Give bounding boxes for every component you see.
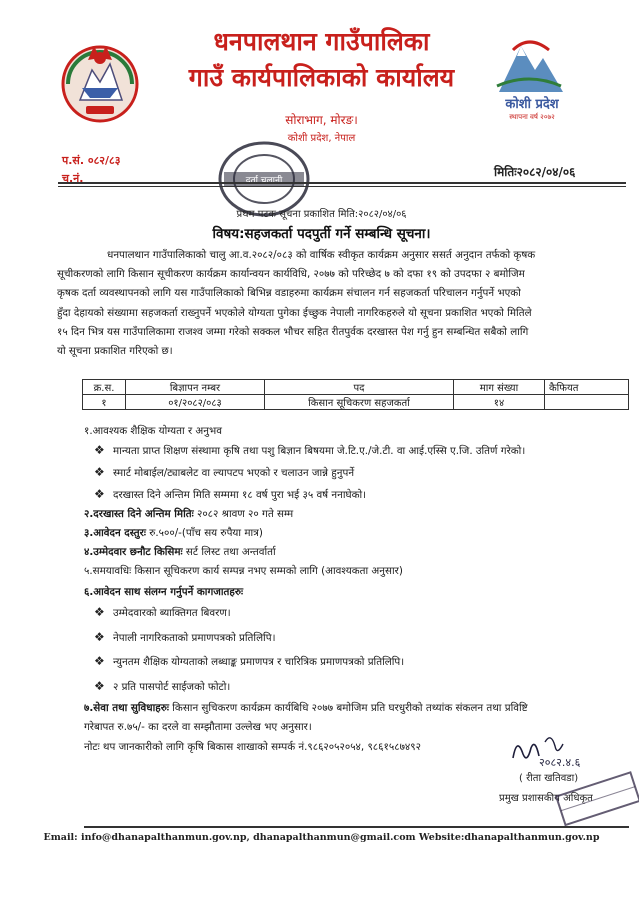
- documents-heading: ६.आवेदन साथ संलग्न गर्नुपर्ने कागजातहरुः: [84, 586, 244, 598]
- reference-number: प.सं. ०८२/८३: [62, 154, 121, 167]
- selection-line: ४.उम्मेदवार छनौट किसिमः सर्ट लिस्ट तथा अन्तर्वार्ता: [84, 546, 276, 558]
- list-item: ❖ स्मार्ट मोबाईल/ट्याबलेट वा ल्यापटप भएको र चलाउन जान्ने हुनुपर्ने: [94, 465, 355, 479]
- signatory-title: प्रमुख प्रशासकीय अधिकृत: [499, 793, 593, 804]
- province-line: कोशी प्रदेश, नेपाल: [287, 133, 356, 144]
- diamond-bullet-icon: ❖: [94, 465, 105, 479]
- table-header: माग संख्या: [454, 380, 545, 395]
- municipality-title: धनपालथान गाउँपालिका: [213, 27, 430, 56]
- fee-line: ३.आवेदन दस्तुरः रु.५००/-(पाँच सय रुपैया मात्र): [84, 527, 263, 539]
- diamond-bullet-icon: ❖: [94, 605, 105, 619]
- handwritten-signature: [505, 728, 615, 772]
- koshi-pradesh-label: कोशी प्रदेश: [505, 97, 559, 112]
- header-divider-thin: [58, 186, 626, 187]
- signatory-seal: [555, 770, 639, 828]
- deadline-line: २.दरखास्त दिने अन्तिम मितिः २०८२ श्रावण २० गते सम्म: [84, 508, 294, 520]
- list-item: ❖ दरखास्त दिने अन्तिम मिति सम्ममा १८ वर्ष पुरा भई ३५ वर्ष ननाघेको।: [94, 487, 367, 501]
- services-line: ७.सेवा तथा सुविधाहरुः किसान सुचिकरण कार्यक्रम कार्यबिधि २०७७ बमोजिम प्रति घरधुरीको तथ्यांक संकलन तथा प्रविष्टि: [84, 702, 528, 714]
- signatory-name: ( रीता खतिवडा): [519, 773, 579, 784]
- body-line: हुँदा देहायको संख्यामा सहजकर्ता राख्नुपर्ने भएकोले योग्यता पुगेका ईच्छुक नेपाली नागरिकहरुले यो सूचना प्रकाशित भएको मितिले: [57, 306, 532, 319]
- header-divider: [58, 182, 626, 184]
- first-publication-date: प्रथम पटक सूचना प्रकाशित मिति:२०८२/०४/०६: [236, 209, 407, 220]
- table-cell: ०१/२०८२/०८३: [126, 395, 265, 410]
- document-date: मितिः२०८२/०४/०६: [494, 165, 576, 179]
- footer-divider: [84, 826, 629, 828]
- vacancy-table: [82, 379, 629, 410]
- table-header: कैफियत: [545, 380, 629, 395]
- table-row: [83, 395, 629, 410]
- list-item: ❖ नेपाली नागरिकताको प्रमाणपत्रको प्रतिलिपि।: [94, 630, 276, 644]
- table-header: क्र.स.: [83, 380, 126, 395]
- qualification-heading: १.आवश्यक शैक्षिक योग्यता र अनुभव: [84, 425, 222, 437]
- diamond-bullet-icon: ❖: [94, 679, 105, 693]
- body-line: सूचीकरणको लागि किसान सूचीकरण कार्यक्रम कार्यान्वयन कार्यविधि, २०७७ को परिच्छेद ७ को दफा १९ को उपदफा २ बमोजिम: [57, 268, 525, 281]
- list-item: ❖ मान्यता प्राप्त शिक्षण संस्थामा कृषि तथा पशु बिज्ञान बिषयमा जे.टि.ए./जे.टी. वा आई.एस्सि ए.जि. उतिर्ण गरेको।: [94, 443, 526, 457]
- signature-date: २०८२.४.६: [539, 756, 581, 769]
- services-line-2: गरेबापत रु.७५/- का दरले वा सम्झौतामा उल्लेख भए अनुसार।: [84, 721, 312, 733]
- contact-footer: Email: info@dhanapalthanmun.gov.np, dhanapalthanmun@gmail.com Website:dhanapalthanmun.gov.np: [43, 832, 600, 843]
- list-item: ❖ उम्मेदवारको ब्याक्तिगत बिवरण।: [94, 605, 231, 619]
- body-line: कृषक दर्ता व्यवस्थापनको लागि यस गाउँपालिकाको बिभिन्न वडाहरुमा कार्यक्रम संचालन गर्न सहजकर्ता परिचालन गर्नुपर्ने भएको: [57, 287, 521, 300]
- stamp-text: दर्ता चलानी: [245, 176, 283, 186]
- diamond-bullet-icon: ❖: [94, 654, 105, 668]
- list-item: ❖ न्युनतम शैक्षिक योग्यताको लब्धाङ्क प्रमाणपत्र र चारित्रिक प्रमाणपत्रको प्रतिलिपि।: [94, 654, 405, 668]
- list-item: ❖ २ प्रति पासपोर्ट साईजको फोटो।: [94, 679, 231, 693]
- table-header: बिज्ञापन नम्बर: [126, 380, 265, 395]
- koshi-pradesh-sublabel: स्थापना वर्ष २०७२: [509, 113, 555, 121]
- contact-note: नोटः थप जानकारीको लागि कृषि बिकास शाखाको सम्पर्क नं.९८६२०५२०५४, ९८६१५८७४९२: [84, 741, 421, 753]
- dispatch-number: च.नं.: [62, 172, 84, 185]
- table-header-row: [83, 380, 629, 395]
- table-cell: किसान सूचिकरण सहजकर्ता: [265, 395, 454, 410]
- notice-subject: विषय:सहजकर्ता पदपुर्ती गर्ने सम्बन्धि सूचना।: [212, 226, 431, 242]
- diamond-bullet-icon: ❖: [94, 443, 105, 457]
- table-cell: [545, 395, 629, 410]
- body-line: धनपालथान गाउँपालिकाको चालु आ.व.२०८२/०८३ को वार्षिक स्वीकृत कार्यक्रम अनुसार ससर्त अनुदान तर्फको कृषक: [107, 249, 536, 261]
- diamond-bullet-icon: ❖: [94, 487, 105, 501]
- diamond-bullet-icon: ❖: [94, 630, 105, 644]
- table-header: पद: [265, 380, 454, 395]
- duration-line: ५.समयावधिः किसान सूचिकरण कार्य सम्पन्न नभए सम्मको लागि (आवश्यकता अनुसार): [84, 565, 403, 577]
- body-line: यो सूचना प्रकाशित गरिएको छ।: [57, 345, 173, 358]
- table-cell: १: [83, 395, 126, 410]
- office-title: गाउँ कार्यपालिकाको कार्यालय: [188, 63, 455, 92]
- address-line: सोराभाग, मोरङ।: [285, 113, 358, 127]
- table-cell: १४: [454, 395, 545, 410]
- notice-body: [57, 246, 627, 361]
- body-line: १५ दिन भित्र यस गाउँपालिकामा राजश्व जम्मा गरेको सक्कल भौचर सहित रीतपुर्वक दरखास्त पेश गर्नु हुन सम्बन्धित सबैको लागि: [57, 325, 529, 338]
